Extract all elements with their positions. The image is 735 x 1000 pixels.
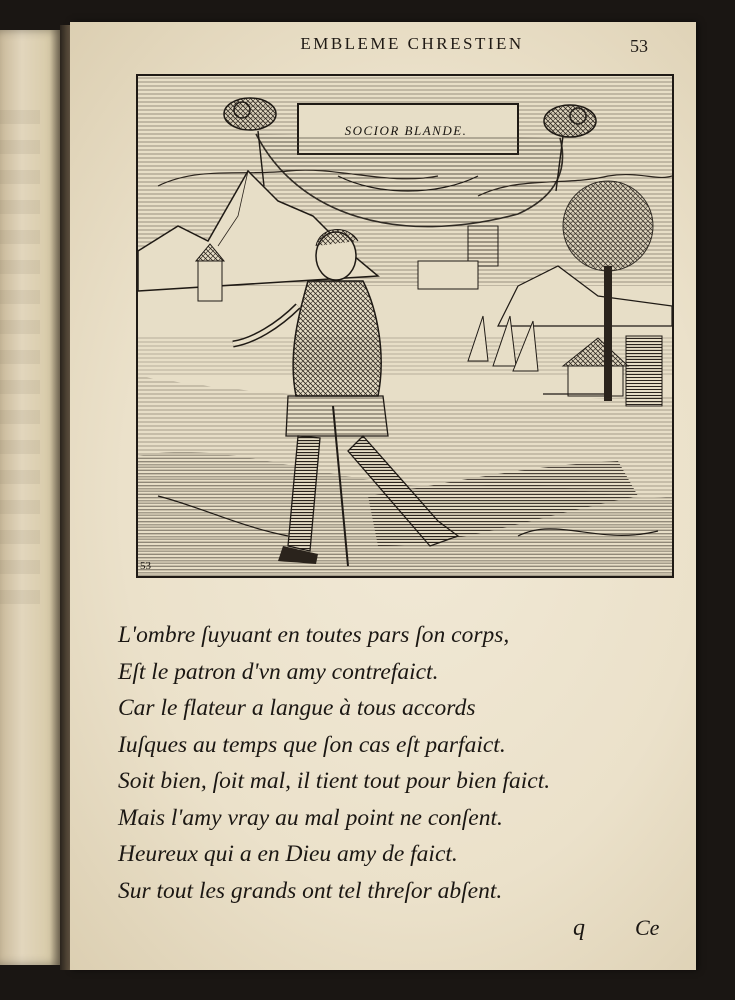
show-through-text: [0, 110, 40, 610]
verse-line: Car le flateur a langue à tous accords: [118, 695, 476, 721]
verse-line: L'ombre ſuyuant en toutes pars ſon corps,: [118, 622, 510, 648]
engraving-illustration: [138, 76, 672, 576]
catchword: Ce: [635, 915, 660, 940]
verse-line: Heureux qui a en Dieu amy de faict.: [118, 841, 458, 867]
verse-line: Soit bien, ſoit mal, il tient tout pour bien faict.: [118, 768, 551, 794]
verse-line: Sur tout les grands ont tel threſor abſent.: [118, 877, 503, 904]
verse-line: Iuſques au temps que ſon cas eſt parfaict.: [118, 731, 506, 758]
book-page: [70, 22, 696, 970]
running-head: EMBLEME CHRESTIEN: [300, 34, 524, 53]
emblem-motto: SOCIOR BLANDE.: [344, 123, 468, 138]
verse-line: Mais l'amy vray au mal point ne conſent.: [118, 804, 503, 831]
signature-mark: q: [573, 915, 585, 941]
page-number: 53: [630, 36, 648, 56]
plate-number: 53: [140, 560, 151, 572]
left-facing-page: [0, 30, 62, 965]
emblem-engraving: [136, 74, 674, 578]
verse-line: Eſt le patron d'vn amy contrefaict.: [118, 658, 439, 685]
verse-block: [118, 617, 678, 909]
